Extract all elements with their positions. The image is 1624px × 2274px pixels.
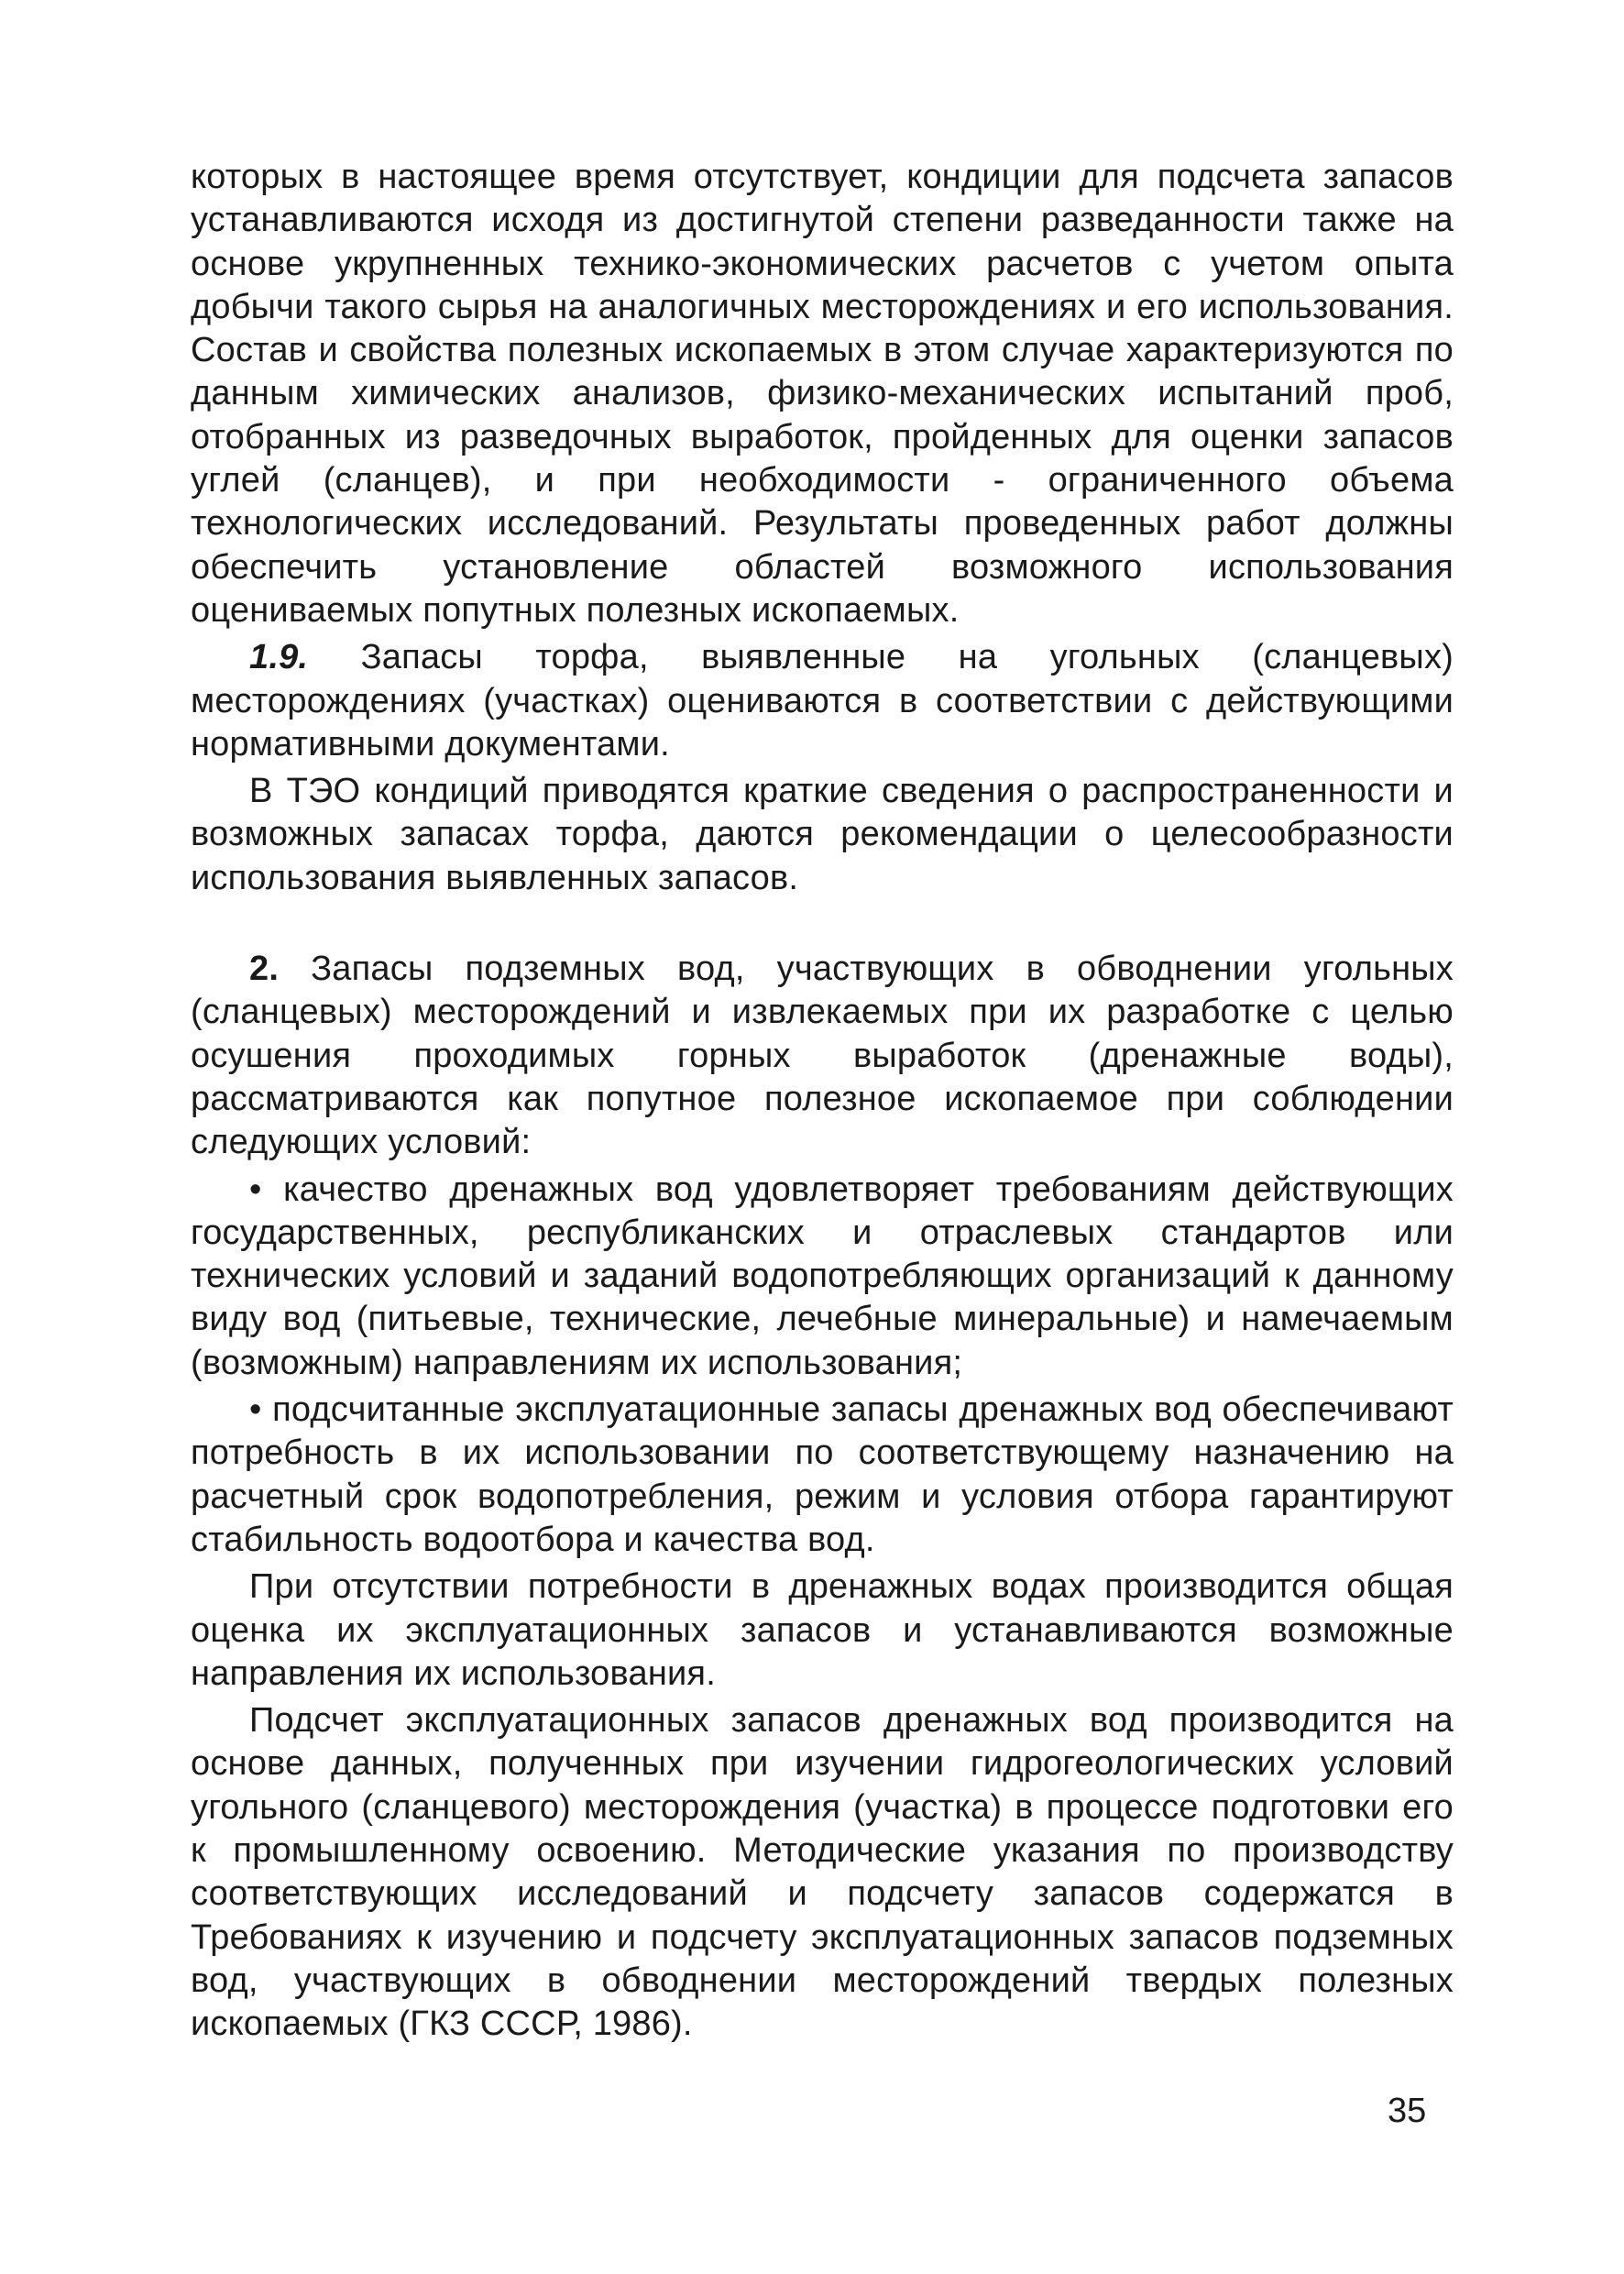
page-number: 35 <box>1388 2092 1427 2130</box>
paragraph-section-1-9 <box>191 636 1454 766</box>
paragraph-text: Запасы подземных вод, участвующих в обводнении угольных (сланцевых) месторождений и извлекаемых при их разработке с целью осушения проходимых горных выработок (дренажные воды), рассматриваются как попутное полезное ископаемое при соблюдении следующих условий: <box>191 950 1454 1162</box>
bullet-item-quality: • качество дренажных вод удовлетворяет требованиям действующих государственных, республиканских и отраслевых стандартов или технических условий и заданий водопотребляющих организаций к данному виду вод (питьевые, технические, лечебные минеральные) и намечаемым (возможным) направлениям их использования; <box>191 1170 1454 1382</box>
body-text <box>191 156 1454 2046</box>
bullet-item-reserves: • подсчитанные эксплуатационные запасы дренажных вод обеспечивают потребность в их использовании по соответствующему назначению на расчетный срок водопотребления, режим и условия отбора гарантируют стабильность водоотбора и качества вод. <box>191 1390 1454 1559</box>
paragraph-text: Запасы торфа, выявленные на угольных (сланцевых) месторождениях (участках) оцениваются в соответствии с действующими нормативными документами. <box>191 638 1454 763</box>
paragraph-no-demand: При отсутствии потребности в дренажных водах производится общая оценка их эксплуатационных запасов и устанавливаются возможные направления их использования. <box>191 1567 1454 1693</box>
paragraph-calculation: Подсчет эксплуатационных запасов дренажных вод производится на основе данных, полученных при изучении гидрогеологических условий угольного (сланцевого) месторождения (участка) в процессе подготовки его к промышленному освоению. Методические указания по производству соответствующих исследований и подсчету запасов содержатся в Требованиях к изучению и подсчету эксплуатационных запасов подземных вод, участвующих в обводнении месторождений твердых полезных ископаемых (ГКЗ СССР, 1986). <box>191 1701 1454 2044</box>
section-number: 2. <box>249 950 280 989</box>
paragraph-continuation: которых в настоящее время отсутствует, кондиции для подсчета запасов устанавливаются исходя из достигнутой степени разведанности также на основе укрупненных технико-экономических расчетов с учетом опыта добычи такого сырья на аналогичных месторождениях и его использования. Состав и свойства полезных ископаемых в этом случае характеризуются по данным химических анализов, физико-механических испытаний проб, отобранных из разведочных выработок, пройденных для оценки запасов углей (сланцев), и при необходимости - ограниченного объема технологических исследований. Результаты проведенных работ должны обеспечить установление областей возможного использования оцениваемых попутных полезных ископаемых. <box>191 158 1454 630</box>
paragraph-section-2 <box>191 948 1454 1164</box>
paragraph-teo: В ТЭО кондиций приводятся краткие сведения о распространенности и возможных запасах торфа, даются рекомендации о целесообразности использования выявленных запасов. <box>191 772 1454 897</box>
section-number: 1.9. <box>249 638 309 677</box>
